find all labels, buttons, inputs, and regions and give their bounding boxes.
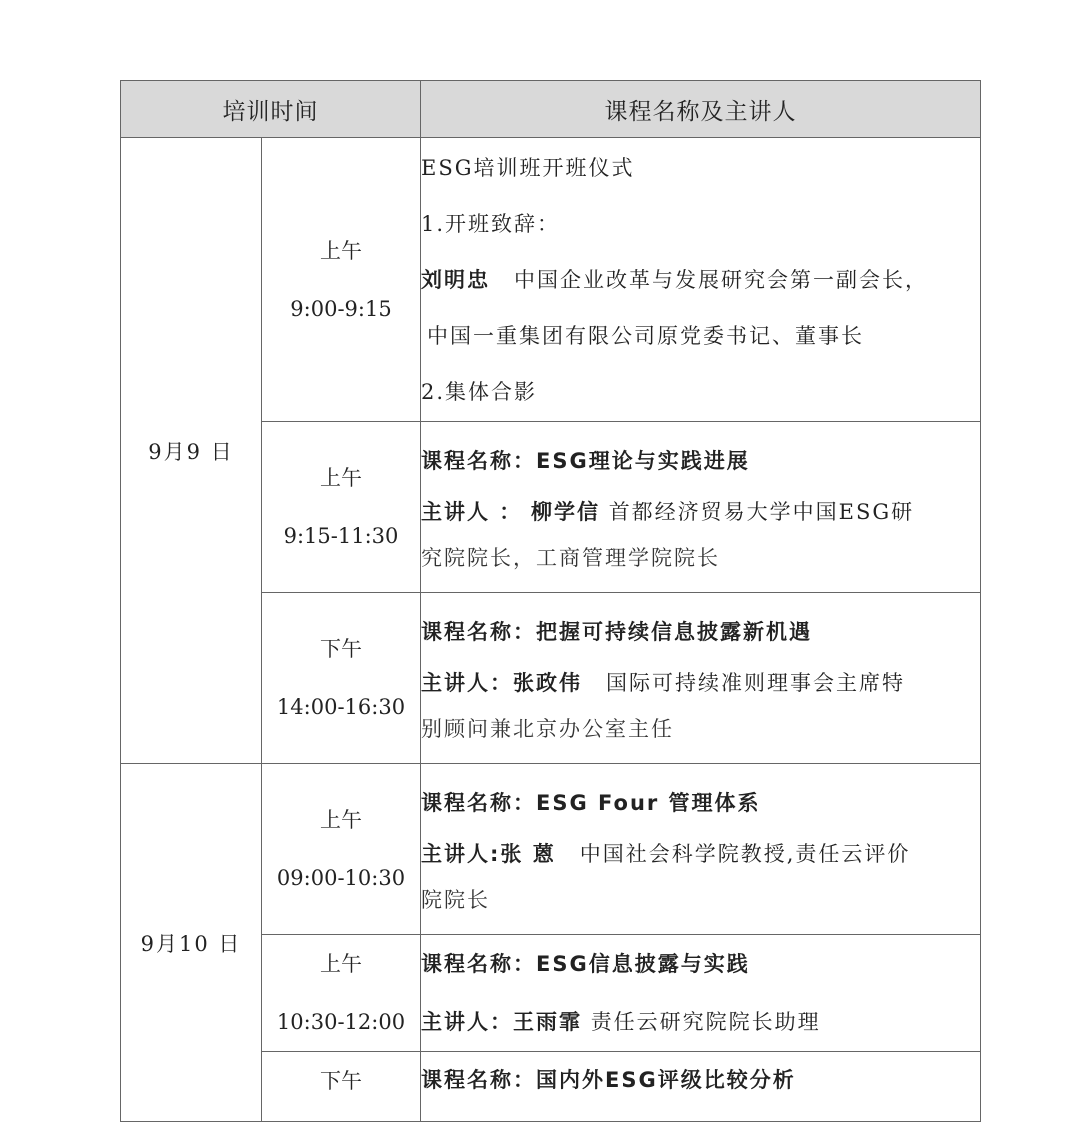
- course-label: 课程名称：: [421, 791, 536, 815]
- period-label: 下午: [320, 637, 362, 661]
- period-label: 上午: [320, 466, 362, 490]
- time-cell: [262, 593, 421, 764]
- speaker-line: [421, 660, 980, 706]
- opening-item-2: 2.集体合影: [421, 379, 538, 404]
- course-cell: [421, 935, 981, 1052]
- speaker-title-cont: 别顾问兼北京办公室主任: [421, 717, 674, 741]
- speaker-title-cont: 究院院长，工商管理学院院长: [421, 546, 720, 570]
- speaker-name: 张政伟: [513, 671, 582, 695]
- time-range: 14:00-16:30: [276, 695, 406, 719]
- time-cell: [262, 422, 421, 593]
- speaker-label: 主讲人 ：: [421, 500, 523, 524]
- table-row: [121, 138, 981, 422]
- speaker-name: 刘明忠: [421, 267, 490, 292]
- course-name: ESG Four 管理体系: [536, 791, 761, 815]
- opening-title: ESG培训班开班仪式: [421, 155, 635, 180]
- course-name: ESG信息披露与实践: [536, 952, 750, 976]
- course-line: [421, 1052, 980, 1108]
- time-cell: [262, 935, 421, 1052]
- course-label: 课程名称：: [421, 449, 536, 473]
- speaker-line: [421, 489, 980, 535]
- date-cell: 9月9 日: [121, 138, 262, 764]
- speaker-label: 主讲人:: [421, 842, 501, 866]
- time-cell: [262, 764, 421, 935]
- time-range: 09:00-10:30: [276, 866, 406, 890]
- course-cell: [421, 764, 981, 935]
- speaker-line: [421, 831, 980, 877]
- speaker-title-cont: 院院长: [421, 888, 490, 912]
- period-label: 上午: [320, 238, 362, 263]
- period-label: 下午: [320, 1069, 362, 1093]
- course-name: 把握可持续信息披露新机遇: [536, 620, 812, 644]
- course-name: 国内外ESG评级比较分析: [536, 1068, 796, 1092]
- speaker-title: 首都经济贸易大学中国ESG研: [608, 500, 915, 524]
- time-range: 9:00-9:15: [290, 296, 392, 321]
- course-line: [421, 433, 980, 489]
- course-line: [421, 604, 980, 660]
- course-cell: [421, 422, 981, 593]
- course-label: 课程名称：: [421, 952, 536, 976]
- speaker-title: 国际可持续准则理事会主席特: [606, 671, 905, 695]
- course-cell: [421, 593, 981, 764]
- course-name: ESG理论与实践进展: [536, 449, 750, 473]
- date-cell: 9月10 日: [121, 764, 262, 1122]
- header-course: 课程名称及主讲人: [421, 81, 981, 138]
- speaker-label: 主讲人：: [421, 1010, 513, 1034]
- speaker-name: 王雨霏: [513, 1010, 582, 1034]
- speaker-title: 中国企业改革与发展研究会第一副会长，: [514, 267, 928, 292]
- course-label: 课程名称：: [421, 620, 536, 644]
- speaker-name: 张 蒽: [500, 842, 556, 866]
- table-row: [121, 764, 981, 935]
- course-line: [421, 775, 980, 831]
- period-label: 上午: [320, 808, 362, 832]
- course-cell: [421, 1052, 981, 1122]
- time-range: 9:15-11:30: [283, 524, 399, 548]
- speaker-line: [421, 252, 980, 308]
- course-label: 课程名称：: [421, 1068, 536, 1092]
- header-time: 培训时间: [121, 81, 421, 138]
- speaker-title: 中国社会科学院教授,责任云评价: [579, 842, 911, 866]
- course-line: [421, 935, 980, 993]
- speaker-line: [421, 993, 980, 1051]
- speaker-title-cont: 中国一重集团有限公司原党委书记、董事长: [427, 323, 864, 348]
- time-range: 10:30-12:00: [276, 1010, 406, 1034]
- speaker-label: 主讲人：: [421, 671, 513, 695]
- time-cell: [262, 1052, 421, 1122]
- period-label: 上午: [320, 952, 362, 976]
- header-row: [121, 81, 981, 138]
- course-cell: [421, 138, 981, 422]
- speaker-title: 责任云研究院院长助理: [590, 1010, 821, 1034]
- training-schedule-table: [120, 80, 981, 1122]
- speaker-name: 柳学信: [531, 500, 600, 524]
- time-cell: [262, 138, 421, 422]
- opening-item-1: 1.开班致辞：: [421, 211, 561, 236]
